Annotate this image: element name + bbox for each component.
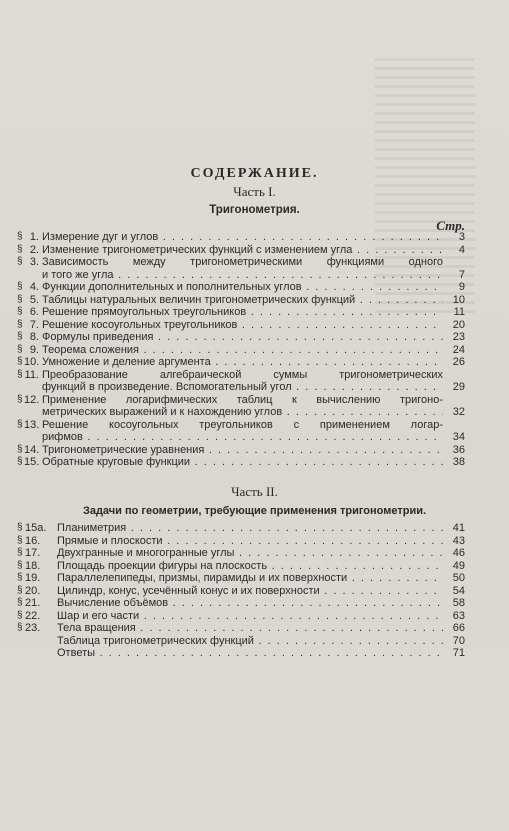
- section-number: 14.: [24, 443, 40, 456]
- section-number: 19.: [25, 572, 41, 584]
- page-number: 71: [452, 647, 465, 659]
- entry-title: Площадь проекции фигуры на плоскость . . .: [57, 560, 443, 573]
- toc-entry: [17, 522, 465, 535]
- page-number: 11: [453, 306, 465, 318]
- toc-entry: [17, 647, 465, 660]
- section-sign: §: [17, 534, 23, 546]
- toc-entry: [17, 356, 465, 369]
- page-number: 7: [458, 268, 465, 281]
- toc-line: [17, 306, 465, 319]
- entry-title: Таблица тригонометрических функций . . .: [57, 635, 443, 648]
- toc-entry: [17, 281, 465, 294]
- toc-entry: [17, 244, 465, 257]
- toc-line: [17, 431, 465, 444]
- section-number: 11.: [24, 368, 39, 381]
- page-column-header: Стр.: [436, 218, 465, 233]
- page-number: 50: [452, 572, 465, 584]
- part-1-subtitle: Тригонометрия.: [209, 204, 300, 216]
- entry-title: Шар и его части . . .: [57, 610, 443, 623]
- page-number: 32: [452, 406, 465, 418]
- entry-title: метрических выражений и к нахождению углов . . .: [42, 406, 443, 419]
- section-number: 16.: [25, 534, 41, 547]
- page-number: 26: [452, 356, 465, 368]
- page-number: 34: [452, 431, 465, 443]
- page-number: 9: [458, 281, 465, 293]
- toc-entry: [17, 319, 465, 332]
- entry-title: Решение прямоугольных треугольников . . .: [42, 306, 443, 319]
- page-number: 3: [458, 231, 465, 243]
- toc-entry: [17, 419, 465, 444]
- toc-line: [17, 281, 465, 294]
- section-sign: §: [17, 343, 23, 355]
- toc-entry: [17, 369, 465, 394]
- section-number: 18.: [25, 559, 41, 572]
- part-2-toc-list: [17, 522, 465, 660]
- toc-line: [17, 381, 465, 394]
- section-sign: §: [17, 572, 23, 583]
- toc-entry: [17, 344, 465, 357]
- section-number: 1.: [29, 231, 39, 243]
- section-sign: §: [17, 393, 23, 405]
- page-number: 24: [452, 343, 465, 356]
- toc-entry: [17, 560, 465, 573]
- toc-line: [17, 331, 465, 344]
- page-number: 36: [452, 443, 465, 456]
- page-number: 46: [452, 547, 465, 559]
- section-sign: §: [17, 597, 23, 608]
- toc-line: [17, 231, 465, 244]
- toc-line: [17, 394, 465, 407]
- section-sign: §: [17, 522, 23, 533]
- section-sign: §: [17, 418, 23, 430]
- section-number: 9.: [29, 343, 39, 356]
- page-number: 54: [452, 584, 465, 597]
- section-sign: §: [17, 456, 23, 467]
- page-number: 38: [452, 456, 465, 468]
- section-sign: §: [17, 356, 23, 367]
- toc-line: [17, 522, 465, 535]
- entry-title: Ответы . . .: [57, 647, 443, 660]
- section-sign: §: [17, 281, 23, 292]
- section-number: 17.: [25, 547, 41, 559]
- toc-entry: [17, 456, 465, 469]
- toc-line: [17, 610, 465, 623]
- toc-line: [17, 622, 465, 635]
- page-number: 29: [452, 381, 465, 393]
- entry-title: Решение косоугольных треугольников . . .: [42, 319, 443, 332]
- toc-line: [17, 597, 465, 610]
- toc-line: [17, 444, 465, 457]
- section-number: 3.: [29, 256, 39, 268]
- toc-line: [17, 635, 465, 648]
- entry-title: рифмов . . .: [42, 431, 443, 444]
- section-number: 15.: [24, 456, 40, 468]
- entry-title: Преобразование алгебраической суммы тригонометрических: [42, 368, 443, 381]
- entry-title: Теорема сложения . . .: [42, 344, 443, 357]
- toc-line: [17, 344, 465, 357]
- entry-title: Двухгранные и многогранные углы . . .: [57, 547, 443, 560]
- section-number: 15а.: [25, 522, 47, 534]
- entry-title: Применение логарифмических таблиц к вычислению тригоно-: [42, 393, 443, 406]
- section-sign: §: [17, 559, 23, 571]
- toc-entry: [17, 294, 465, 307]
- toc-entry: [17, 535, 465, 548]
- entry-title: Формулы приведения . . .: [42, 331, 443, 344]
- toc-line: [17, 294, 465, 307]
- toc-entry: [17, 444, 465, 457]
- entry-title: и того же угла . . .: [42, 269, 443, 282]
- page-number: 4: [458, 243, 465, 256]
- section-number: 8.: [29, 331, 39, 343]
- toc-line: [17, 419, 465, 432]
- section-sign: §: [17, 243, 23, 255]
- toc-line: [17, 535, 465, 548]
- section-sign: §: [17, 622, 23, 633]
- page-number: 23: [452, 331, 465, 343]
- section-number: 7.: [29, 318, 39, 331]
- entry-title: Изменение тригонометрических функций с изменением угла . . .: [42, 244, 443, 257]
- page-number: 10: [452, 293, 465, 306]
- section-number: 5.: [29, 293, 39, 306]
- page-number: 43: [452, 534, 465, 547]
- toc-line: [17, 369, 465, 382]
- toc-line: [17, 406, 465, 419]
- entry-title: Вычисление объёмов . . .: [57, 597, 443, 610]
- toc-entry: [17, 547, 465, 560]
- entry-title: Измерение дуг и углов . . .: [42, 231, 443, 244]
- section-sign: §: [17, 256, 23, 267]
- section-sign: §: [17, 306, 23, 317]
- toc-line: [17, 456, 465, 469]
- contents-title: СОДЕРЖАНИЕ.: [190, 166, 319, 181]
- toc-line: [17, 356, 465, 369]
- entry-title: Обратные круговые функции . . .: [42, 456, 443, 469]
- entry-title: Цилиндр, конус, усечённый конус и их поверхности . . .: [57, 585, 443, 598]
- section-sign: §: [17, 293, 23, 305]
- entry-title: Параллелепипеды, призмы, пирамиды и их поверхности . . .: [57, 572, 443, 585]
- toc-line: [17, 547, 465, 560]
- toc-entry: [17, 597, 465, 610]
- entry-title: Планиметрия . . .: [57, 522, 443, 535]
- toc-entry: [17, 231, 465, 244]
- section-sign: §: [17, 231, 23, 242]
- toc-entry: [17, 585, 465, 598]
- toc-entry: [17, 331, 465, 344]
- part-2-subtitle: Задачи по геометрии, требующие применения тригонометрии.: [82, 505, 427, 517]
- toc-entry: [17, 622, 465, 635]
- entry-title: Решение косоугольных треугольников с применением логар-: [42, 418, 443, 431]
- entry-title: Функции дополнительных и пополнительных углов . . .: [42, 281, 443, 294]
- section-sign: §: [17, 318, 23, 330]
- toc-entry: [17, 256, 465, 281]
- section-number: 23.: [25, 622, 41, 634]
- toc-entry: [17, 610, 465, 623]
- entry-title: Таблицы натуральных величин тригонометрических функций . . .: [42, 294, 443, 307]
- toc-line: [17, 269, 465, 282]
- toc-line: [17, 560, 465, 573]
- section-number: 4.: [29, 281, 39, 293]
- toc-line: [17, 256, 465, 269]
- entry-title: Прямые и плоскости . . .: [57, 535, 443, 548]
- entry-title: Умножение и деление аргумента . . .: [42, 356, 443, 369]
- section-number: 22.: [25, 609, 41, 622]
- entry-title: Тригонометрические уравнения . . .: [42, 444, 443, 457]
- page-number: 63: [452, 609, 465, 622]
- section-sign: §: [17, 443, 23, 455]
- toc-line: [17, 244, 465, 257]
- entry-title: Зависимость между тригонометрическими функциями одного: [42, 256, 443, 268]
- section-number: 21.: [25, 597, 41, 609]
- toc-entry: [17, 572, 465, 585]
- section-sign: §: [17, 584, 23, 596]
- page-number: 49: [452, 559, 465, 572]
- section-sign: §: [17, 368, 23, 380]
- toc-line: [17, 647, 465, 660]
- page-number: 41: [452, 522, 465, 534]
- section-sign: §: [17, 331, 23, 342]
- part-1-label: Часть I.: [233, 184, 276, 199]
- section-number: 20.: [25, 584, 41, 597]
- toc-line: [17, 319, 465, 332]
- part-2-label: Часть II.: [231, 484, 278, 499]
- toc-entry: [17, 394, 465, 419]
- toc-line: [17, 585, 465, 598]
- page-number: 66: [452, 622, 465, 634]
- page-number: 58: [452, 597, 465, 609]
- toc-line: [17, 572, 465, 585]
- page-number: 70: [452, 634, 465, 647]
- toc-entry: [17, 306, 465, 319]
- section-number: 10.: [24, 356, 40, 368]
- section-sign: §: [17, 609, 23, 621]
- toc-entry: [17, 635, 465, 648]
- section-sign: §: [17, 547, 23, 558]
- section-number: 6.: [29, 306, 39, 318]
- section-number: 12.: [24, 393, 40, 406]
- entry-title: функций в произведение. Вспомогательный угол . . .: [42, 381, 443, 394]
- section-number: 13.: [24, 418, 40, 431]
- entry-title: Тела вращения . . .: [57, 622, 443, 635]
- page-number: 20: [452, 318, 465, 331]
- section-number: 2.: [29, 243, 39, 256]
- part-1-toc-list: [17, 231, 465, 469]
